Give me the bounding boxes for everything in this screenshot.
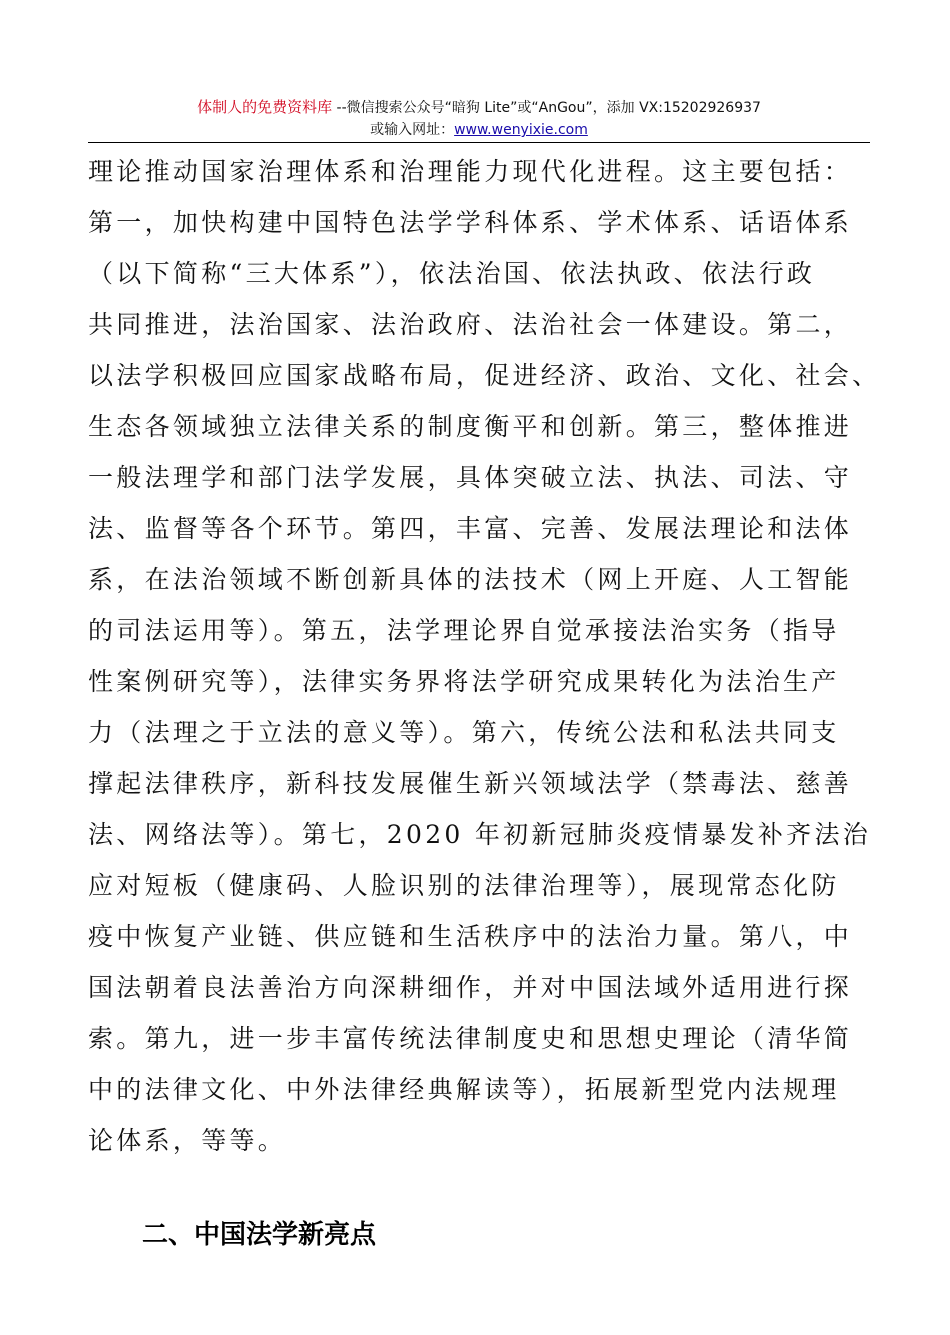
body-line: 法、监督等各个环节。第四，丰富、完善、发展法理论和法体 bbox=[88, 514, 853, 543]
header-line-1 bbox=[88, 96, 870, 119]
header-brand: 体制人的免费资料库 bbox=[197, 98, 333, 116]
header-line-2 bbox=[88, 119, 870, 141]
body-line: （以下简称“三大体系”），依法治国、依法执政、依法行政 bbox=[88, 259, 816, 288]
body-line: 系，在法治领域不断创新具体的法技术（网上开庭、人工智能 bbox=[88, 565, 853, 594]
body-line: 第一，加快构建中国特色法学学科体系、学术体系、话语体系 bbox=[88, 208, 853, 237]
body-line: 以法学积极回应国家战略布局，促进经济、政治、文化、社会、 bbox=[88, 361, 881, 390]
header-tagline: --微信搜索公众号“暗狗 Lite”或“AnGou”，添加 VX:15202926937 bbox=[332, 100, 761, 116]
body-line: 索。第九，进一步丰富传统法律制度史和思想史理论（清华简 bbox=[88, 1024, 853, 1053]
header-url-prefix: 或输入网址： bbox=[370, 122, 455, 138]
body-line: 生态各领域独立法律关系的制度衡平和创新。第三，整体推进 bbox=[88, 412, 853, 441]
body-line: 的司法运用等）。第五，法学理论界自觉承接法治实务（指导 bbox=[88, 616, 840, 645]
body-line: 力（法理之于立法的意义等）。第六，传统公法和私法共同支 bbox=[88, 718, 840, 747]
body-line: 中的法律文化、中外法律经典解读等），拓展新型党内法规理 bbox=[88, 1075, 840, 1104]
body-line: 一般法理学和部门法学发展，具体突破立法、执法、司法、守 bbox=[88, 463, 853, 492]
body-line: 疫中恢复产业链、供应链和生活秩序中的法治力量。第八，中 bbox=[88, 922, 853, 951]
header-divider bbox=[88, 142, 870, 143]
body-line: 理论推动国家治理体系和治理能力现代化进程。这主要包括： bbox=[88, 157, 853, 186]
body-line: 法、网络法等）。第七，2020 年初新冠肺炎疫情暴发补齐法治 bbox=[88, 820, 872, 849]
header-url-link[interactable]: www.wenyixie.com bbox=[454, 122, 588, 138]
body-line: 共同推进，法治国家、法治政府、法治社会一体建设。第二， bbox=[88, 310, 853, 339]
body-line: 应对短板（健康码、人脸识别的法律治理等），展现常态化防 bbox=[88, 871, 840, 900]
section-heading: 二、中国法学新亮点 bbox=[142, 1220, 377, 1250]
body-line: 性案例研究等），法律实务界将法学研究成果转化为法治生产 bbox=[88, 667, 840, 696]
body-line: 撑起法律秩序，新科技发展催生新兴领域法学（禁毒法、慈善 bbox=[88, 769, 853, 798]
body-line: 论体系，等等。 bbox=[88, 1126, 287, 1155]
body-paragraph bbox=[88, 146, 888, 1166]
body-line: 国法朝着良法善治方向深耕细作，并对中国法域外适用进行探 bbox=[88, 973, 853, 1002]
page-header bbox=[88, 96, 870, 141]
